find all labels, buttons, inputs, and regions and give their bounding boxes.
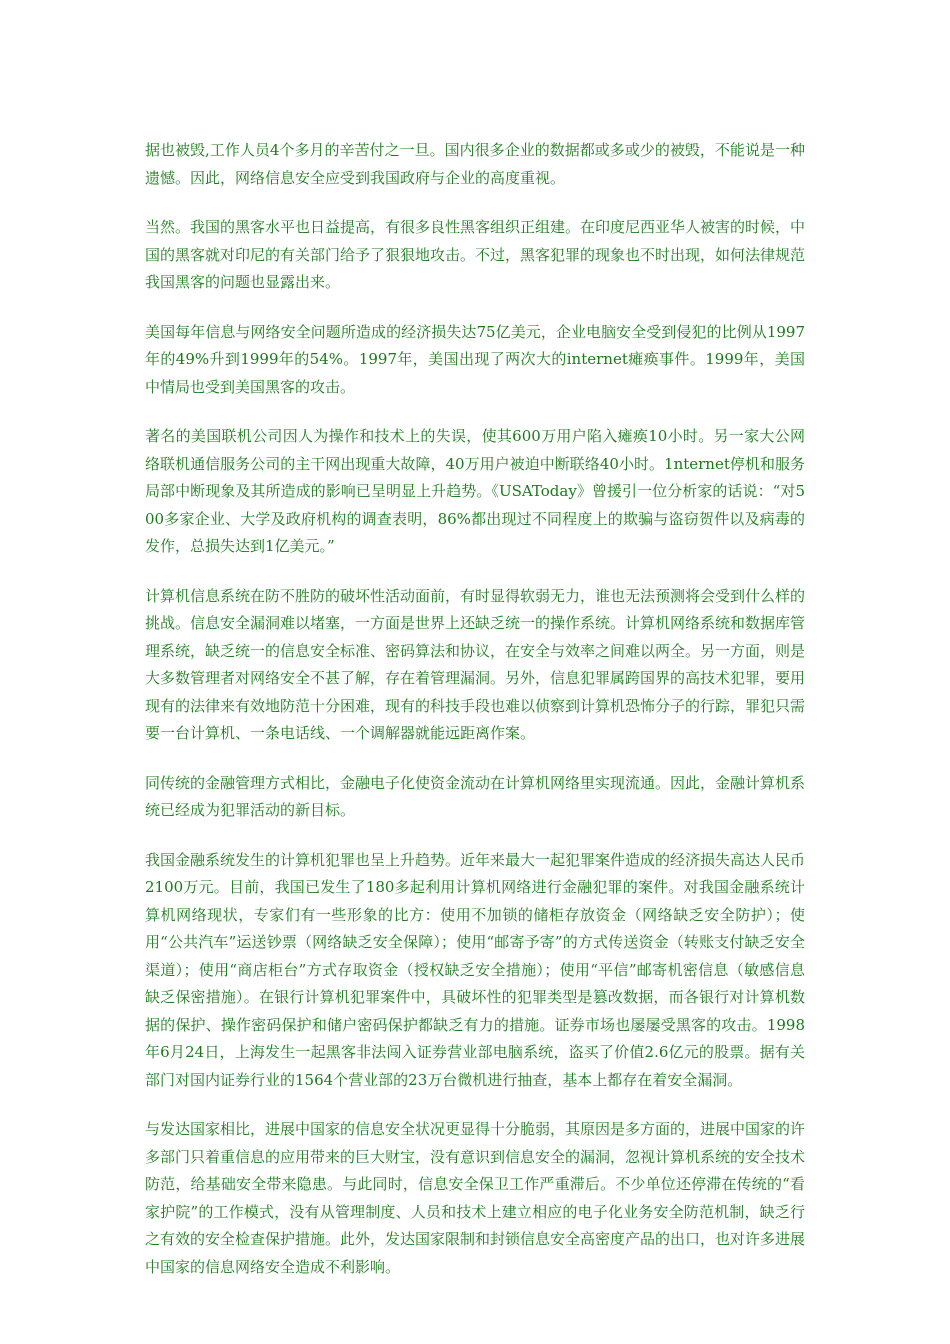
paragraph-7: 我国金融系统发生的计算机犯罪也呈上升趋势。近年来最大一起犯罪案件造成的经济损失高达人民币2100万元。目前，我国已发生了180多起利用计算机网络进行金融犯罪的案件。对我国金融系统计算机网络现状，专家们有一些形象的比方：使用不加锁的储柜存放资金（网络缺乏安全防护）；使用“公共汽车”运送钞票（网络缺乏安全保障）；使用“邮寄予寄”的方式传送资金（转账支付缺乏安全渠道）；使用“商店柜台”方式存取资金（授权缺乏安全措施）；使用“平信”邮寄机密信息（敏感信息缺乏保密措施）。在银行计算机犯罪案件中，具破坏性的犯罪类型是篡改数据，而各银行对计算机数据的保护、操作密码保护和储户密码保护都缺乏有力的措施。证券市场也屡屡受黑客的攻击。1998年6月24日，上海发生一起黑客非法闯入证券营业部电脑系统，盗买了价值2.6亿元的股票。据有关部门对国内证券行业的1564个营业部的23万台微机进行抽查，基本上都存在着安全漏洞。	[145, 850, 806, 1089]
paragraph-5: 计算机信息系统在防不胜防的破坏性活动面前，有时显得软弱无力，谁也无法预测将会受到什么样的挑战。信息安全漏洞难以堵塞，一方面是世界上还缺乏统一的操作系统。计算机网络系统和数据库管理系统，缺乏统一的信息安全标准、密码算法和协议，在安全与效率之间难以两全。另一方面，则是大多数管理者对网络安全不甚了解，存在着管理漏洞。另外，信息犯罪属跨国界的高技术犯罪，要用现有的法律来有效地防范十分困难，现有的科技手段也难以侦察到计算机恐怖分子的行踪，罪犯只需要一台计算机、一条电话线、一个调解器就能远距离作案。	[145, 586, 806, 742]
paragraph-3: 美国每年信息与网络安全问题所造成的经济损失达75亿美元，企业电脑安全受到侵犯的比例从1997年的49%升到1999年的54%。1997年，美国出现了两次大的internet瘫痪事件。1999年，美国中情局也受到美国黑客的攻击。	[145, 322, 805, 396]
paragraph-8: 与发达国家相比，进展中国家的信息安全状况更显得十分脆弱，其原因是多方面的，进展中国家的许多部门只着重信息的应用带来的巨大财宝，没有意识到信息安全的漏洞，忽视计算机系统的安全技术防范，给基础安全带来隐患。与此同时，信息安全保卫工作严重滞后。不少单位还停滞在传统的“看家护院”的工作模式，没有从管理制度、人员和技术上建立相应的电子化业务安全防范机制，缺乏行之有效的安全检查保护措施。此外，发达国家限制和封锁信息安全高密度产品的出口，也对许多进展中国家的信息网络安全造成不利影响。	[145, 1120, 806, 1276]
document-body	[145, 137, 805, 1303]
paragraph-1: 据也被毁,工作人员4个多月的辛苦付之一旦。国内很多企业的数据都或多或少的被毁，不能说是一种遗憾。因此，网络信息安全应受到我国政府与企业的高度重视。	[145, 141, 805, 187]
paragraph-4: 著名的美国联机公司因人为操作和技术上的失误，使其600万用户陷入瘫痪10小时。另一家大公网络联机通信服务公司的主干网出现重大故障，40万用户被迫中断联络40小时。1nternet停机和服务局部中断现象及其所造成的影响已呈明显上升趋势。《USAToday》曾援引一位分析家的话说：“对500多家企业、大学及政府机构的调查表明，86%都出现过不同程度上的欺骗与盗窃贺件以及病毒的发作，总损失达到1亿美元。”	[145, 427, 805, 555]
paragraph-2: 当然。我国的黑客水平也日益提高，有很多良性黑客组织正组建。在印度尼西亚华人被害的时候，中国的黑客就对印尼的有关部门给予了狠狠地攻击。不过，黑客犯罪的现象也不时出现，如何法律规范我国黑客的问题也显露出来。	[145, 218, 806, 291]
paragraph-6: 同传统的金融管理方式相比，金融电子化使资金流动在计算机网络里实现流通。因此，金融计算机系统已经成为犯罪活动的新目标。	[145, 773, 806, 819]
